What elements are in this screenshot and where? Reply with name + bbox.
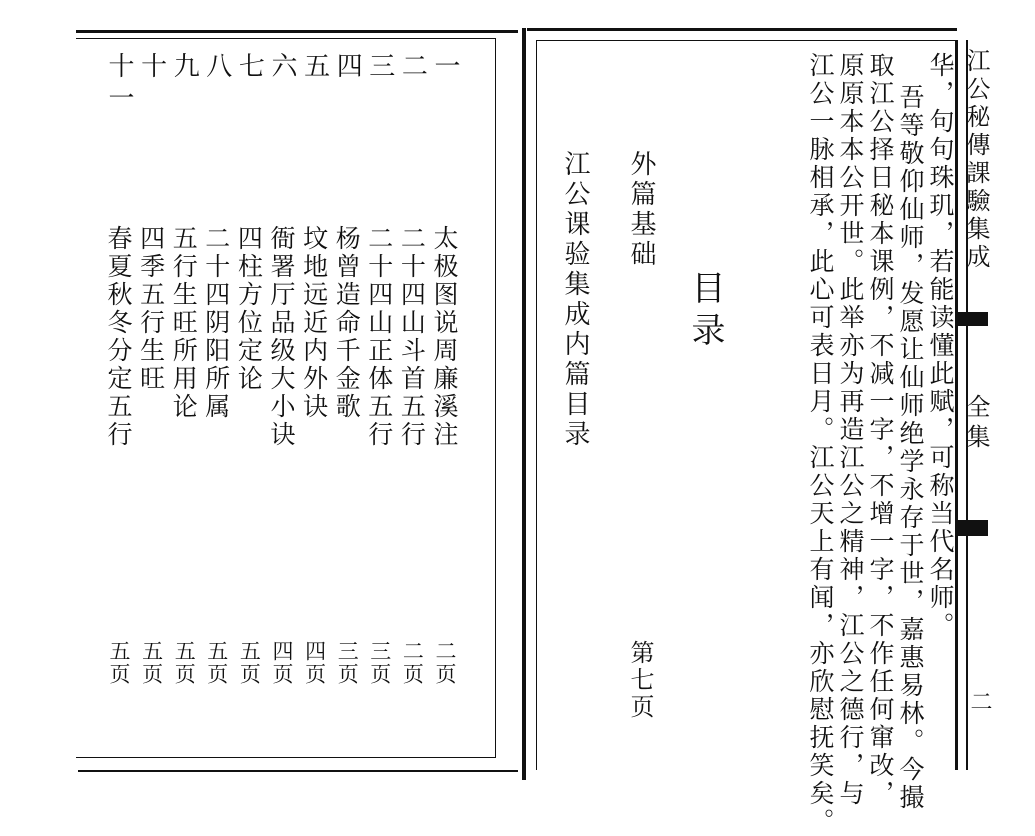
- toc-entry-number: 七: [234, 52, 265, 84]
- toc-entry-page: 四页: [270, 640, 294, 686]
- margin-page-number: 二: [967, 690, 992, 712]
- left-page-top-border: [76, 30, 518, 33]
- toc-entry-title: 杨曾造命千金歌: [332, 225, 362, 421]
- toc-entry-title: 坟地远近内外诀: [299, 225, 329, 421]
- section-title: 外篇基础: [626, 150, 656, 270]
- toc-entry-page: 五页: [172, 640, 197, 686]
- preface-column: 吾等敬仰仙师，发愿让仙师绝学永存于世，嘉惠易林。今撮: [896, 84, 925, 812]
- toc-entry-page: 五页: [139, 640, 164, 686]
- toc-entry-page: 五页: [204, 640, 229, 686]
- toc-entry-number: 十: [136, 52, 167, 84]
- page-title: 目录: [685, 270, 725, 354]
- toc-entry-page: 三页: [367, 640, 392, 686]
- margin-band-bottom: [958, 520, 988, 536]
- toc-entry-title: 二十四山斗首五行: [397, 225, 427, 449]
- toc-entry-title: 衙署厅品级大小诀: [267, 225, 296, 449]
- margin-book-title: 江公秘傳課驗集成: [962, 48, 990, 272]
- toc-entry-number: 五: [299, 52, 330, 84]
- toc-entry-page: 三页: [335, 640, 360, 686]
- toc-entry-title: 五行生旺所用论: [169, 225, 199, 421]
- toc-entry-number: 六: [267, 52, 297, 84]
- toc-entry-title: 太极图说周廉溪注: [430, 225, 459, 449]
- toc-entry-number: 九: [169, 52, 200, 84]
- toc-entry-title: 四季五行生旺: [136, 225, 166, 393]
- toc-entry-page: 二页: [433, 640, 457, 686]
- section-page-number: 第七页: [626, 640, 654, 721]
- toc-entry-number: 八: [201, 52, 232, 84]
- toc-entry-title: 四柱方位定论: [234, 225, 264, 393]
- book-spine: [518, 28, 530, 780]
- toc-entry-page: 五页: [237, 640, 262, 686]
- subtitle: 江公课验集成内篇目录: [560, 150, 590, 450]
- toc-entry-page: 五页: [107, 640, 131, 686]
- toc-entry-page: 四页: [302, 640, 327, 686]
- toc-entry-number: 四: [332, 52, 363, 84]
- preface-column: 江公一脉相承，此心可表日月。江公天上有闻，亦欣慰抚笑矣。: [806, 52, 835, 836]
- preface-column: 原原本本公开世。此举亦为再造江公之精神，江公之德行，与: [836, 52, 865, 808]
- margin-band-top: [958, 312, 988, 326]
- toc-entry-number: 一: [430, 52, 460, 84]
- right-page-top-border: [527, 28, 957, 31]
- toc-entry-number: 二: [397, 52, 428, 84]
- preface-column: 华，句句珠玑，若能读懂此赋，可称当代名师。: [926, 52, 955, 640]
- toc-entry-page: 二页: [400, 640, 425, 686]
- toc-entry-title: 春夏秋冬分定五行: [104, 225, 133, 449]
- margin-volume: 全集: [962, 394, 990, 454]
- toc-entry-title: 二十四山正体五行: [364, 225, 394, 449]
- toc-entry-title: 二十四阴阳所属: [201, 225, 231, 421]
- toc-entry-number: 三: [364, 52, 395, 84]
- toc-entry-number: 十一: [104, 52, 134, 116]
- right-margin-border: [955, 40, 958, 770]
- preface-column: 取江公择日秘本课例，不减一字，不增一字，不作任何窜改，: [866, 52, 895, 808]
- left-page-bottom-border: [78, 770, 518, 772]
